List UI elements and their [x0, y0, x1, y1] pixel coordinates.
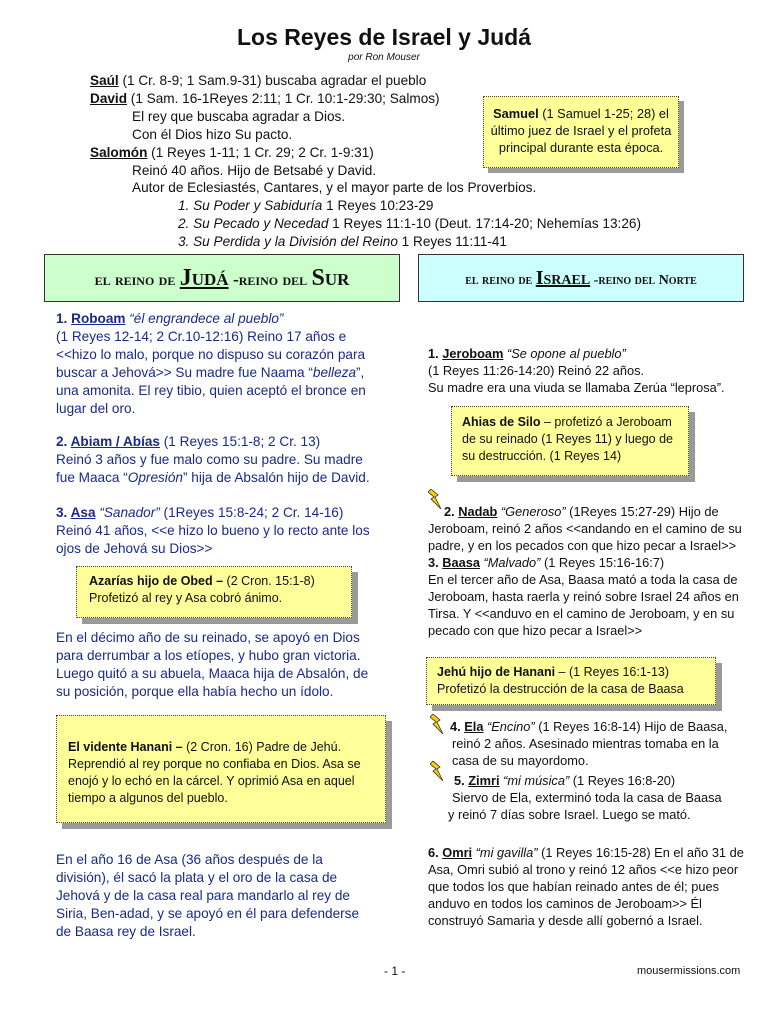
ahias-name: Ahias de Silo [462, 415, 541, 429]
israel-header-post: -reino del Norte [590, 273, 697, 288]
baasa-text-2: Jeroboam, hasta raerla y reinó sobre Israel 24 años en [428, 589, 739, 604]
zimri-ref: (1 Reyes 16:8-20) [569, 773, 676, 788]
jehu-ref: – (1 Reyes 16:1-13) [555, 665, 670, 679]
omri-entry [428, 844, 748, 929]
jehu-note [426, 657, 716, 705]
samuel-text-a: (1 Samuel 1-25; 28) el [538, 106, 669, 121]
asa-text-11: de Baasa rey de Israel. [56, 924, 196, 939]
zimri-meaning: “mi música” [499, 773, 570, 788]
roboam-text-3b: belleza [312, 365, 356, 380]
asa-text-3: En el décimo año de su reinado, se apoyó en Dios [56, 630, 360, 645]
hanani-text-1: Reprendió al rey porque no confiaba en Dios. Asa se [68, 757, 361, 771]
abiam-text-2b: Opresión [127, 470, 183, 485]
azarias-note [76, 566, 352, 618]
ela-text-2: reinó 2 años. Asesinado mientras tomaba en la [452, 736, 719, 751]
saul-name: Saúl [90, 73, 119, 88]
salomon-line-3: Autor de Eclesiastés, Cantares, y el mayor parte de los Proverbios. [132, 180, 537, 196]
point-ref: 1 Reyes 11:1-10 (Deut. 17:14-20; Nehemías 13:26) [328, 216, 641, 232]
roboam-text-3a: buscar a Jehová>> Su madre fue Naama “ [56, 365, 313, 380]
roboam-entry [56, 310, 411, 418]
roboam-name: Roboam [71, 311, 126, 326]
omri-text-1: (1 Reyes 16:15-28) En el año 31 de [537, 845, 744, 860]
israel-header-name: Israel [535, 267, 591, 289]
ela-number: 4. [450, 719, 465, 734]
nadab-meaning: “Generoso” [497, 504, 566, 519]
judah-header-pre: el reino de [94, 269, 180, 289]
asa-text-5: Luego quitó a su abuela, Maaca hija de Absalón, de [56, 666, 369, 681]
asa-entry [56, 504, 411, 558]
nadab-name: Nadab [458, 504, 498, 519]
judah-header-sur: Sur [311, 265, 350, 291]
ela-meaning: “Encino” [483, 719, 535, 734]
jeroboam-text-2: Su madre era una viuda se llamaba Zerúa “leprosa”. [428, 380, 725, 395]
asa-text-1: Reinó 41 años, <<e hizo lo bueno y lo recto ante los [56, 523, 370, 538]
abiam-text-2c: ” hija de Absalón hijo de David. [182, 470, 370, 485]
nadab-baasa-entry [428, 503, 748, 639]
point-ref: 1 Reyes 11:11-41 [397, 234, 507, 250]
baasa-number: 3. [428, 555, 443, 570]
hanani-text-2: enojó y lo echó en la cárcel. Y oprimió Asa en aquel [68, 774, 355, 788]
salomon-point-3 [90, 233, 641, 251]
asa-continuation [56, 629, 411, 701]
ela-name: Ela [464, 719, 484, 734]
salomon-point-2 [90, 215, 641, 233]
omri-text-2: Asa, Omri subió al trono y reinó 12 años <<e hizo peor [428, 862, 739, 877]
asa-text-2: ojos de Jehová su Dios>> [56, 541, 213, 556]
jehu-name: Jehú hijo de Hanani [437, 665, 556, 679]
abiam-entry [56, 433, 411, 487]
nadab-text-1: (1Reyes 15:27-29) Hijo de [565, 504, 719, 519]
roboam-meaning: “él engrandece al pueblo” [125, 311, 284, 326]
david-name: David [90, 90, 128, 106]
samuel-text-c: principal durante esta época. [498, 140, 664, 155]
jeroboam-number: 1. [428, 346, 443, 361]
ela-entry [428, 718, 748, 769]
page-title: Los Reyes de Israel y Judá [236, 24, 532, 50]
jeroboam-meaning: “Se opone al pueblo” [503, 346, 626, 361]
ahias-text-2: de su reinado (1 Reyes 11) y luego de [462, 432, 674, 446]
roboam-text-1: (1 Reyes 12-14; 2 Cr.10-12:16) Reino 17 años e [56, 329, 347, 344]
israel-header [418, 254, 744, 302]
abiam-text-1: Reinó 3 años y fue malo como su padre. Su madre [56, 452, 363, 467]
hanani-text-3: tiempo a algunos del pueblo. [68, 791, 228, 805]
point-label: 1. Su Poder y Sabiduría [178, 198, 323, 214]
omri-name: Omri [442, 845, 473, 860]
baasa-text-1: En el tercer año de Asa, Baasa mató a toda la casa de [428, 572, 738, 587]
baasa-text-4: pecado con que hizo pecar a Israel>> [428, 623, 643, 638]
zimri-name: Zimri [468, 773, 500, 788]
asa-number: 3. [56, 505, 71, 520]
omri-text-5: construyó Samaria y desde allí gobernó a Israel. [428, 913, 703, 928]
ahias-note [451, 406, 689, 476]
asa-year-16 [56, 851, 411, 941]
jehu-text: Profetizó la destrucción de la casa de Baasa [437, 682, 684, 696]
roboam-text-4: una amonita. El rey tibio, quien aceptó el bronce en [56, 383, 366, 398]
asa-text-6: su posición, porque ella había hecho un ídolo. [56, 684, 334, 699]
saul-text: (1 Cr. 8-9; 1 Sam.9-31) buscaba agradar el pueblo [118, 73, 427, 88]
samuel-name: Samuel [493, 106, 539, 121]
samuel-note [483, 96, 679, 168]
zimri-entry [428, 772, 748, 823]
asa-text-7: En el año 16 de Asa (36 años después de la [56, 852, 323, 867]
point-label: 2. Su Pecado y Necedad [178, 216, 329, 232]
azarias-ref: (2 Cron. 15:1-8) [226, 574, 315, 588]
judah-header [44, 254, 400, 302]
david-line-3: Con él Dios hizo Su pacto. [132, 126, 293, 142]
point-label: 3. Su Perdida y la División del Reino [178, 234, 398, 250]
roboam-text-2: <<hizo lo malo, porque no dispuso su corazón para [56, 347, 366, 362]
saul-line [90, 72, 641, 90]
david-line-2: El rey que buscaba agradar a Dios. [132, 108, 346, 124]
asa-text-9: Jehová y de la casa real para mandarlo al rey de [56, 888, 350, 903]
israel-header-pre: el reino de [465, 273, 536, 288]
abiam-ref: (1 Reyes 15:1-8; 2 Cr. 13) [160, 434, 321, 449]
asa-meaning: “Sanador” [95, 505, 160, 520]
jeroboam-name: Jeroboam [442, 346, 504, 361]
azarias-text: Profetizó al rey y Asa cobró ánimo. [89, 591, 283, 605]
asa-ref: (1Reyes 15:8-24; 2 Cr. 14-16) [159, 505, 344, 520]
zimri-number: 5. [454, 773, 469, 788]
judah-header-post: -reino del [228, 269, 312, 289]
ahias-text-3: su destrucción. (1 Reyes 14) [462, 449, 622, 463]
byline: por Ron Mouser [348, 52, 420, 63]
omri-meaning: “mi gavilla” [472, 845, 538, 860]
hanani-ref: (2 Cron. 16) Padre de Jehú. [186, 740, 342, 754]
azarias-name: Azarías hijo de Obed – [89, 574, 227, 588]
omri-text-3: que todos los que habían reinado antes de él; pues [428, 879, 719, 894]
salomon-point-1 [90, 197, 641, 215]
ela-text-3: casa de su mayordomo. [452, 753, 589, 768]
ahias-text-1: – profetizó a Jeroboam [540, 415, 672, 429]
zimri-text-1: Siervo de Ela, exterminó toda la casa de Baasa [452, 790, 722, 805]
salomon-text: (1 Reyes 1-11; 1 Cr. 29; 2 Cr. 1-9:31) [147, 144, 374, 160]
judah-header-name: Judá [179, 265, 229, 291]
site-footer: mousermissions.com [637, 965, 741, 977]
abiam-number: 2. [56, 434, 71, 449]
nadab-number: 2. [444, 504, 459, 519]
salomon-name: Salomón [90, 144, 148, 160]
baasa-ref: (1 Reyes 15:16-16:7) [540, 555, 665, 570]
point-ref: 1 Reyes 10:23-29 [322, 198, 434, 214]
ela-text-1: (1 Reyes 16:8-14) Hijo de Baasa, [534, 719, 728, 734]
jeroboam-text-1: (1 Reyes 11:26-14:20) Reinó 22 años. [428, 363, 645, 378]
baasa-meaning: “Malvado” [479, 555, 541, 570]
abiam-name: Abiam / Abías [70, 434, 160, 449]
baasa-text-3: Tirsa. Y <<anduvo en el camino de Jeroboam, y en su [428, 606, 735, 621]
asa-text-8: división), él sacó la plata y el oro de la casa de [56, 870, 338, 885]
asa-name: Asa [70, 505, 96, 520]
abiam-text-2a: fue Maaca “ [56, 470, 128, 485]
omri-text-4: anduvo en todos los caminos de Jeroboam>> Él [428, 896, 702, 911]
hanani-note [56, 715, 386, 823]
nadab-text-2: Jeroboam, reinó 2 años <<andando en el camino de su [428, 521, 742, 536]
asa-text-10: Siria, Ben-adad, y se apoyó en él para defenderse [56, 906, 360, 921]
samuel-text-b: último juez de Israel y el profeta [490, 123, 672, 138]
hanani-name: El vidente Hanani – [68, 740, 187, 754]
nadab-text-3: padre, y en los pecados con que hizo pecar a Israel>> [428, 538, 737, 553]
baasa-name: Baasa [442, 555, 480, 570]
zimri-text-2: y reinó 7 días sobre Israel. Luego se mató. [448, 807, 691, 822]
asa-text-4: para derrumbar a los etíopes, y hubo gran victoria. [56, 648, 361, 663]
salomon-line-2: Reinó 40 años. Hijo de Betsabé y David. [132, 162, 377, 178]
roboam-text-5: lugar del oro. [56, 401, 136, 416]
david-text: (1 Sam. 16-1Reyes 2:11; 1 Cr. 10:1-29:30; Salmos) [127, 90, 440, 106]
roboam-number: 1. [56, 311, 72, 326]
page-number: - 1 - [384, 964, 406, 978]
jeroboam-entry [428, 345, 748, 396]
omri-number: 6. [428, 845, 443, 860]
roboam-text-3c: ”, [356, 365, 365, 380]
